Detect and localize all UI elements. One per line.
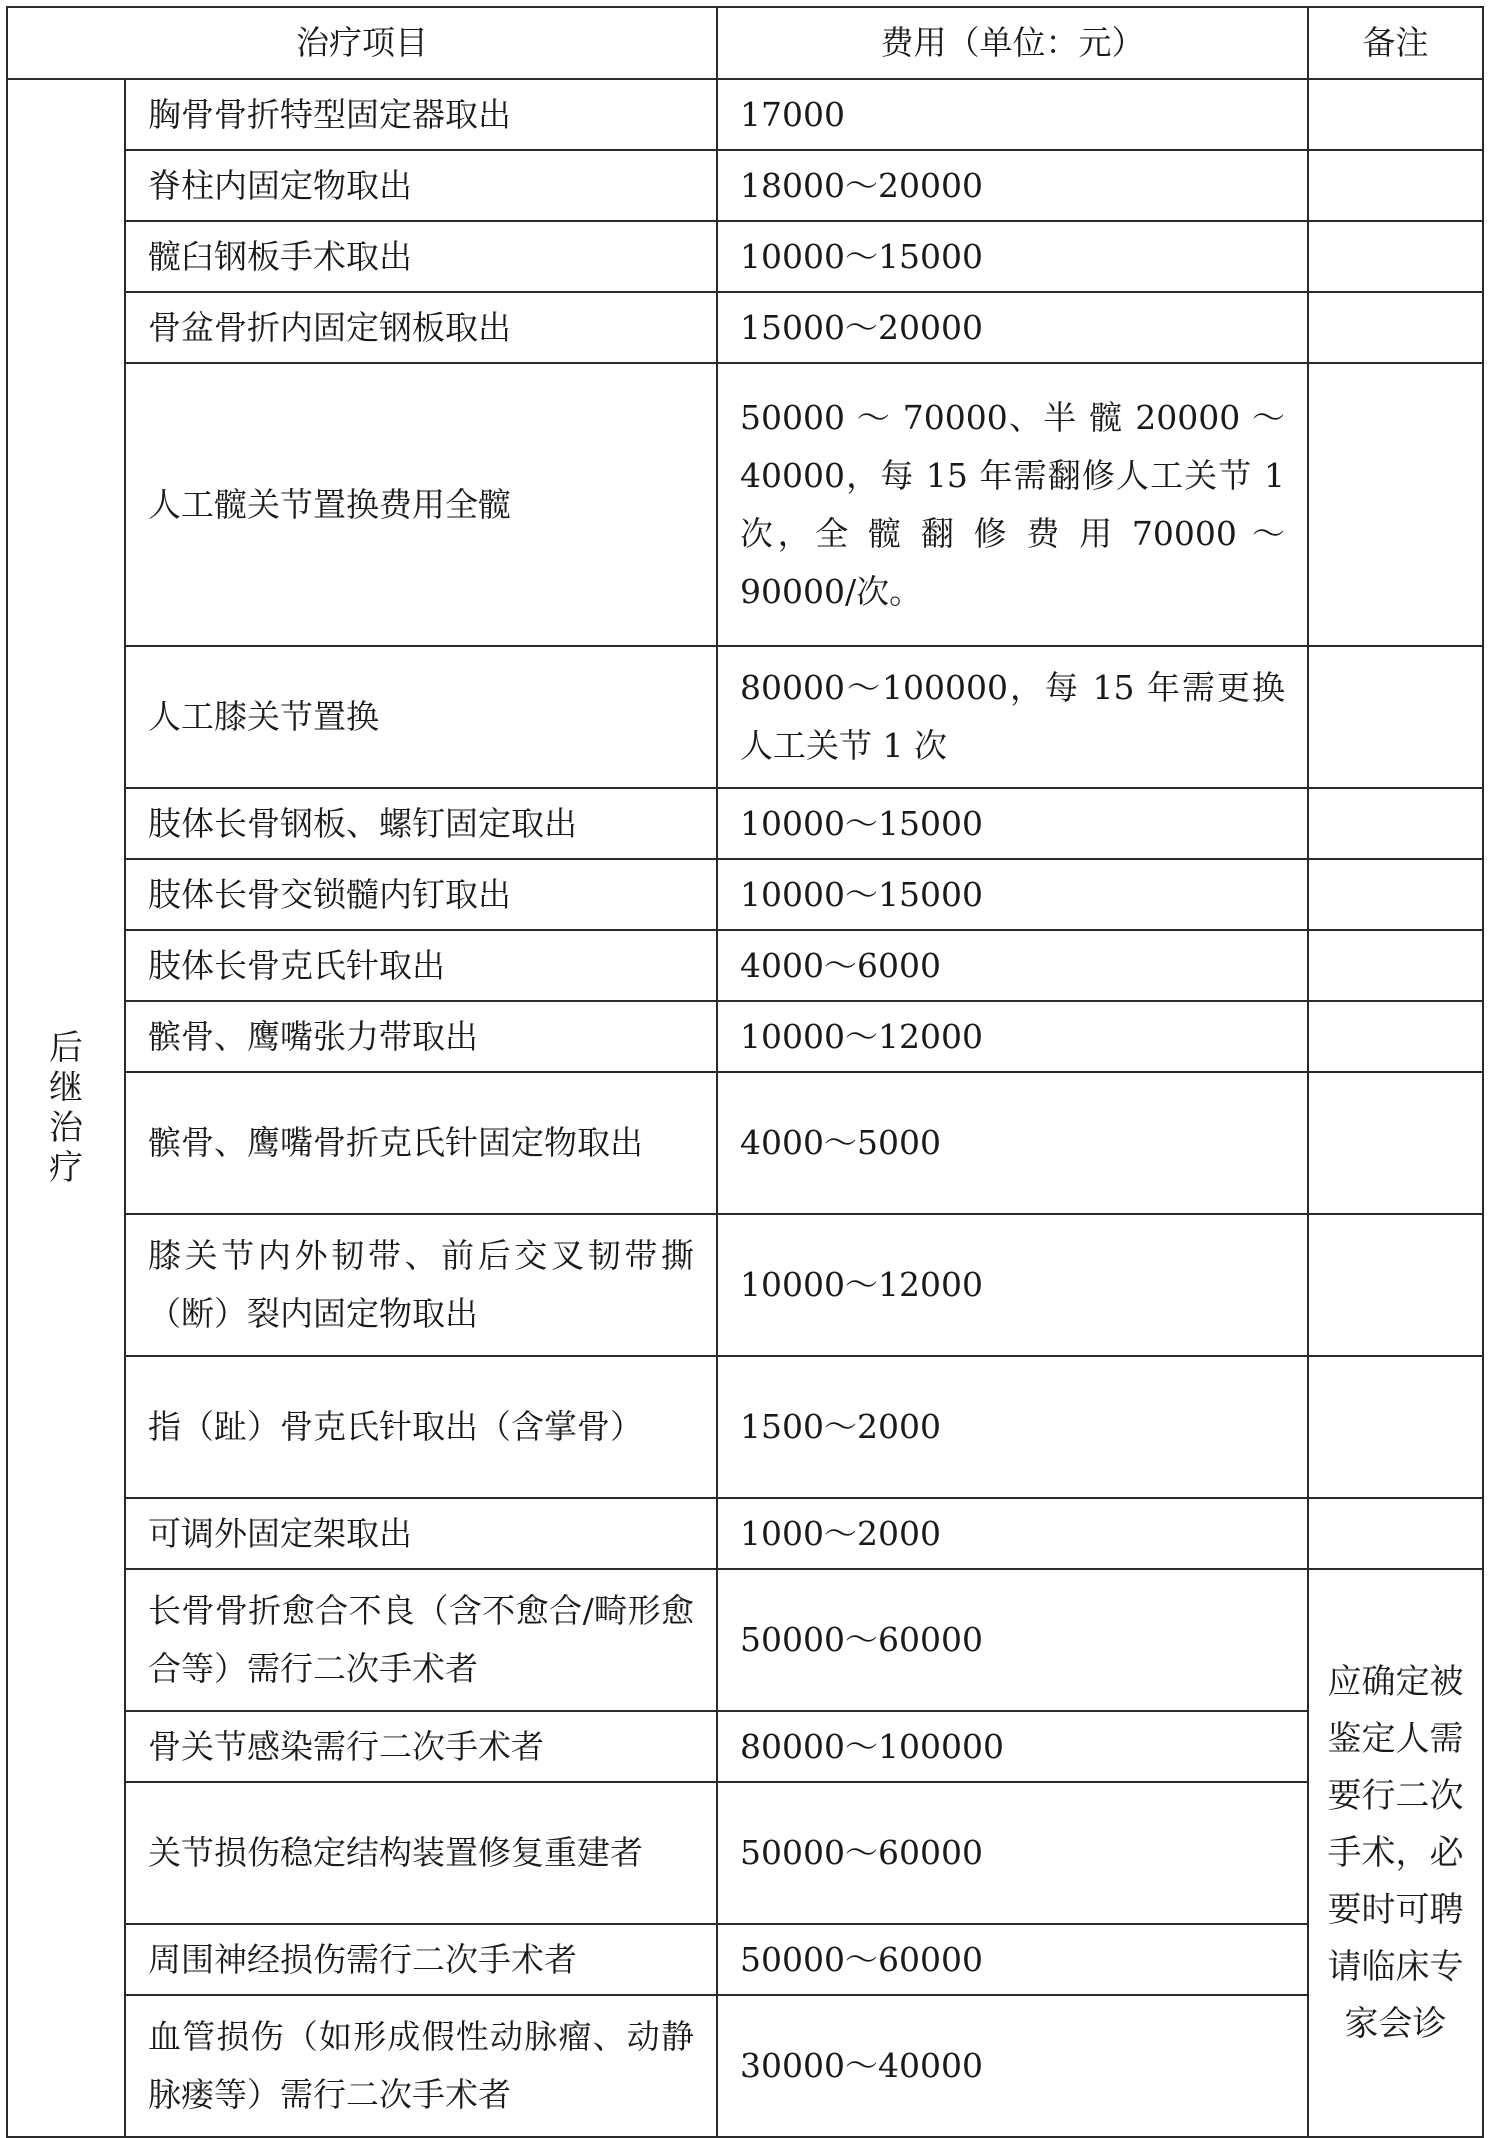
cost-cell: 50000～60000	[717, 1569, 1308, 1711]
cost-cell: 10000～15000	[717, 221, 1308, 292]
table-row	[7, 788, 1483, 859]
item-cell: 长骨骨折愈合不良（含不愈合/畸形愈合等）需行二次手术者	[125, 1569, 717, 1711]
note-cell	[1308, 292, 1483, 363]
item-cell: 膝关节内外韧带、前后交叉韧带撕（断）裂内固定物取出	[125, 1214, 717, 1356]
table-row	[7, 930, 1483, 1001]
table-row	[7, 221, 1483, 292]
cost-cell: 10000～12000	[717, 1214, 1308, 1356]
table-row	[7, 1356, 1483, 1498]
cost-cell: 80000～100000	[717, 1711, 1308, 1782]
note-cell	[1308, 646, 1483, 788]
item-cell: 肢体长骨克氏针取出	[125, 930, 717, 1001]
note-cell	[1308, 150, 1483, 221]
item-cell: 肢体长骨钢板、螺钉固定取出	[125, 788, 717, 859]
table-row	[7, 1214, 1483, 1356]
table-row	[7, 1569, 1483, 1711]
category-char: 疗	[49, 1148, 83, 1188]
item-cell: 血管损伤（如形成假性动脉瘤、动静脉瘘等）需行二次手术者	[125, 1995, 717, 2137]
table-row	[7, 1995, 1483, 2137]
note-cell	[1308, 930, 1483, 1001]
table-row	[7, 1072, 1483, 1214]
table-row	[7, 859, 1483, 930]
item-cell: 指（趾）骨克氏针取出（含掌骨）	[125, 1356, 717, 1498]
cost-cell: 4000～6000	[717, 930, 1308, 1001]
item-cell: 髌骨、鹰嘴张力带取出	[125, 1001, 717, 1072]
item-cell: 肢体长骨交锁髓内钉取出	[125, 859, 717, 930]
header-note: 备注	[1308, 7, 1483, 79]
table-row	[7, 1782, 1483, 1924]
cost-cell: 10000～12000	[717, 1001, 1308, 1072]
item-cell: 髋臼钢板手术取出	[125, 221, 717, 292]
cost-cell: 17000	[717, 79, 1308, 150]
note-cell	[1308, 1214, 1483, 1356]
category-cell	[7, 79, 125, 2137]
cost-cell: 4000～5000	[717, 1072, 1308, 1214]
item-cell: 关节损伤稳定结构装置修复重建者	[125, 1782, 717, 1924]
note-cell	[1308, 859, 1483, 930]
note-cell	[1308, 1356, 1483, 1498]
note-cell	[1308, 1498, 1483, 1569]
item-cell: 脊柱内固定物取出	[125, 150, 717, 221]
note-cell	[1308, 221, 1483, 292]
table-row	[7, 1924, 1483, 1995]
fee-table	[6, 6, 1484, 2138]
cost-cell: 50000～60000	[717, 1782, 1308, 1924]
note-cell	[1308, 788, 1483, 859]
cost-cell: 80000～100000，每 15 年需更换人工关节 1 次	[717, 646, 1308, 788]
note-cell	[1308, 1072, 1483, 1214]
item-cell: 周围神经损伤需行二次手术者	[125, 1924, 717, 1995]
table-header-row	[7, 7, 1483, 79]
item-cell: 骨盆骨折内固定钢板取出	[125, 292, 717, 363]
cost-cell: 15000～20000	[717, 292, 1308, 363]
table-row	[7, 150, 1483, 221]
header-item: 治疗项目	[7, 7, 717, 79]
note-cell	[1308, 363, 1483, 646]
item-cell: 胸骨骨折特型固定器取出	[125, 79, 717, 150]
table-row	[7, 363, 1483, 646]
table-row	[7, 1711, 1483, 1782]
category-char: 后	[49, 1028, 83, 1068]
cost-cell: 50000 ～ 70000、半 髋 20000 ～ 40000，每 15 年需翻修人工关节 1 次，全 髋 翻 修 费 用 70000 ～ 90000/次。	[717, 363, 1308, 646]
table-row	[7, 1001, 1483, 1072]
header-cost: 费用（单位：元）	[717, 7, 1308, 79]
cost-cell: 30000～40000	[717, 1995, 1308, 2137]
cost-cell: 50000～60000	[717, 1924, 1308, 1995]
note-cell	[1308, 1001, 1483, 1072]
cost-cell: 18000～20000	[717, 150, 1308, 221]
item-cell: 人工髋关节置换费用全髋	[125, 363, 717, 646]
item-cell: 髌骨、鹰嘴骨折克氏针固定物取出	[125, 1072, 717, 1214]
cost-cell: 1500～2000	[717, 1356, 1308, 1498]
table-row	[7, 646, 1483, 788]
table-row	[7, 292, 1483, 363]
item-cell: 可调外固定架取出	[125, 1498, 717, 1569]
note-cell	[1308, 79, 1483, 150]
cost-cell: 10000～15000	[717, 788, 1308, 859]
category-char: 治	[49, 1108, 83, 1148]
item-cell: 人工膝关节置换	[125, 646, 717, 788]
note-secondary-surgery: 应确定被鉴定人需要行二次手术，必要时可聘请临床专家会诊	[1308, 1569, 1483, 2137]
table-row	[7, 79, 1483, 150]
category-char: 继	[49, 1068, 83, 1108]
cost-cell: 10000～15000	[717, 859, 1308, 930]
item-cell: 骨关节感染需行二次手术者	[125, 1711, 717, 1782]
cost-cell: 1000～2000	[717, 1498, 1308, 1569]
table-row	[7, 1498, 1483, 1569]
